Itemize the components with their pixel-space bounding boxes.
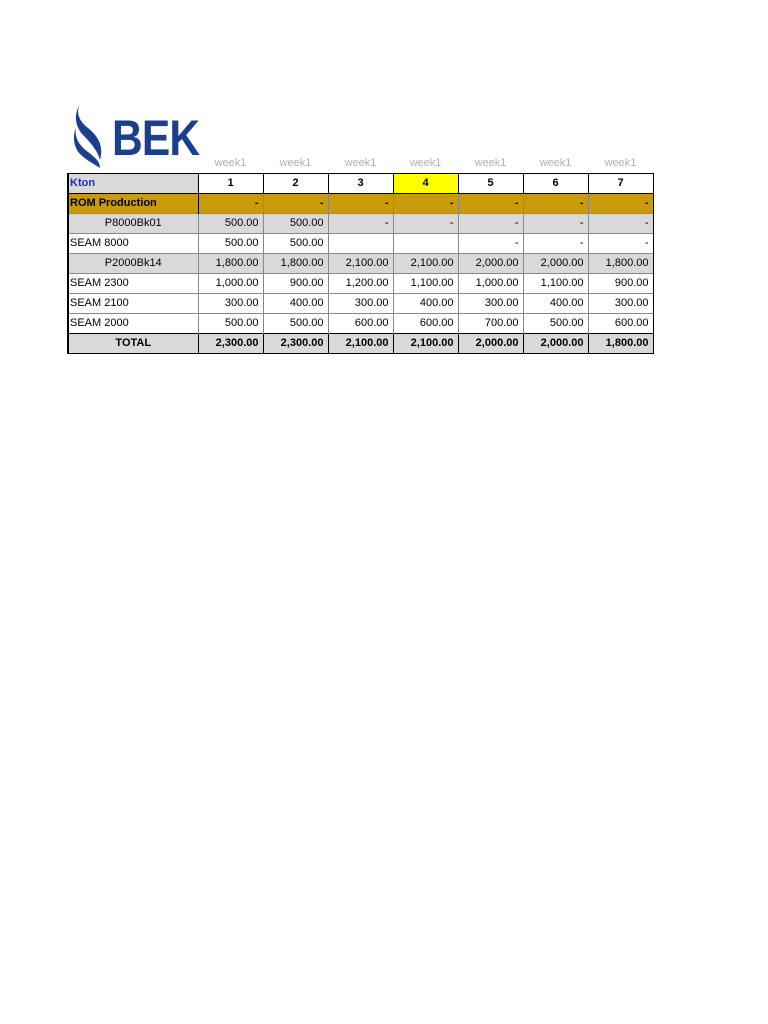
cell-value: 1,000.00 <box>458 273 523 293</box>
cell-value: 600.00 <box>328 313 393 333</box>
cell-value: 300.00 <box>588 293 653 313</box>
cell-value: 500.00 <box>263 233 328 253</box>
seam-row <box>68 313 653 333</box>
column-header: 5 <box>458 173 523 193</box>
rom-production-row <box>68 193 653 213</box>
column-header: 6 <box>523 173 588 193</box>
week-label: week1 <box>279 156 312 169</box>
cell-value: - <box>458 193 523 213</box>
cell-value: - <box>588 213 653 233</box>
cell-value: 500.00 <box>198 313 263 333</box>
cell-value: 400.00 <box>263 293 328 313</box>
total-row <box>68 333 653 353</box>
total-value: 2,100.00 <box>328 333 393 353</box>
production-table <box>67 153 654 354</box>
logo-text: BEK <box>112 110 200 166</box>
week-label-row <box>68 153 653 173</box>
cell-value: 1,200.00 <box>328 273 393 293</box>
total-value: 2,000.00 <box>523 333 588 353</box>
cell-value: 2,100.00 <box>328 253 393 273</box>
cell-value: - <box>393 213 458 233</box>
column-header: 7 <box>588 173 653 193</box>
column-header: 2 <box>263 173 328 193</box>
row-label: SEAM 8000 <box>68 233 198 253</box>
cell-value: 500.00 <box>263 313 328 333</box>
row-label: ROM Production <box>68 193 198 213</box>
cell-value: - <box>458 233 523 253</box>
cell-value: 500.00 <box>523 313 588 333</box>
cell-value: 1,800.00 <box>588 253 653 273</box>
cell-value: 500.00 <box>263 213 328 233</box>
column-header: 3 <box>328 173 393 193</box>
row-label: SEAM 2300 <box>68 273 198 293</box>
cell-value: - <box>523 193 588 213</box>
cell-value: - <box>263 193 328 213</box>
cell-value: - <box>458 213 523 233</box>
cell-value: 900.00 <box>588 273 653 293</box>
cell-value: 600.00 <box>393 313 458 333</box>
total-value: 2,300.00 <box>263 333 328 353</box>
cell-value <box>393 233 458 253</box>
cell-value: 300.00 <box>198 293 263 313</box>
week-label: week1 <box>539 156 572 169</box>
group-row <box>68 253 653 273</box>
cell-value: 2,000.00 <box>458 253 523 273</box>
seam-row <box>68 233 653 253</box>
total-value: 1,800.00 <box>588 333 653 353</box>
column-header-row <box>68 173 653 193</box>
cell-value: - <box>393 193 458 213</box>
cell-value: - <box>588 193 653 213</box>
cell-value: 2,100.00 <box>393 253 458 273</box>
row-label: SEAM 2100 <box>68 293 198 313</box>
total-value: 2,100.00 <box>393 333 458 353</box>
cell-value: 500.00 <box>198 233 263 253</box>
total-value: 2,300.00 <box>198 333 263 353</box>
week-label: week1 <box>604 156 637 169</box>
row-label: P2000Bk14 <box>68 253 198 273</box>
cell-value: 300.00 <box>328 293 393 313</box>
cell-value <box>328 233 393 253</box>
cell-value: 300.00 <box>458 293 523 313</box>
cell-value: 2,000.00 <box>523 253 588 273</box>
week-label: week1 <box>474 156 507 169</box>
cell-value: - <box>523 233 588 253</box>
cell-value: 900.00 <box>263 273 328 293</box>
total-value: 2,000.00 <box>458 333 523 353</box>
cell-value: - <box>198 193 263 213</box>
cell-value: 700.00 <box>458 313 523 333</box>
cell-value: - <box>588 233 653 253</box>
cell-value: - <box>328 193 393 213</box>
week-label: week1 <box>344 156 377 169</box>
cell-value: 400.00 <box>393 293 458 313</box>
group-row <box>68 213 653 233</box>
cell-value: 1,100.00 <box>393 273 458 293</box>
seam-row <box>68 293 653 313</box>
cell-value: 600.00 <box>588 313 653 333</box>
column-header: 4 <box>393 173 458 193</box>
cell-value: - <box>523 213 588 233</box>
cell-value: 1,000.00 <box>198 273 263 293</box>
cell-value: - <box>328 213 393 233</box>
week-label: week1 <box>409 156 442 169</box>
cell-value: 1,100.00 <box>523 273 588 293</box>
cell-value: 500.00 <box>198 213 263 233</box>
row-label: SEAM 2000 <box>68 313 198 333</box>
total-label: TOTAL <box>68 333 198 353</box>
seam-row <box>68 273 653 293</box>
column-header: 1 <box>198 173 263 193</box>
unit-label: Kton <box>68 173 198 193</box>
week-label: week1 <box>214 156 247 169</box>
cell-value: 1,800.00 <box>263 253 328 273</box>
row-label: P8000Bk01 <box>68 213 198 233</box>
cell-value: 1,800.00 <box>198 253 263 273</box>
week-label-spacer <box>68 153 198 173</box>
cell-value: 400.00 <box>523 293 588 313</box>
